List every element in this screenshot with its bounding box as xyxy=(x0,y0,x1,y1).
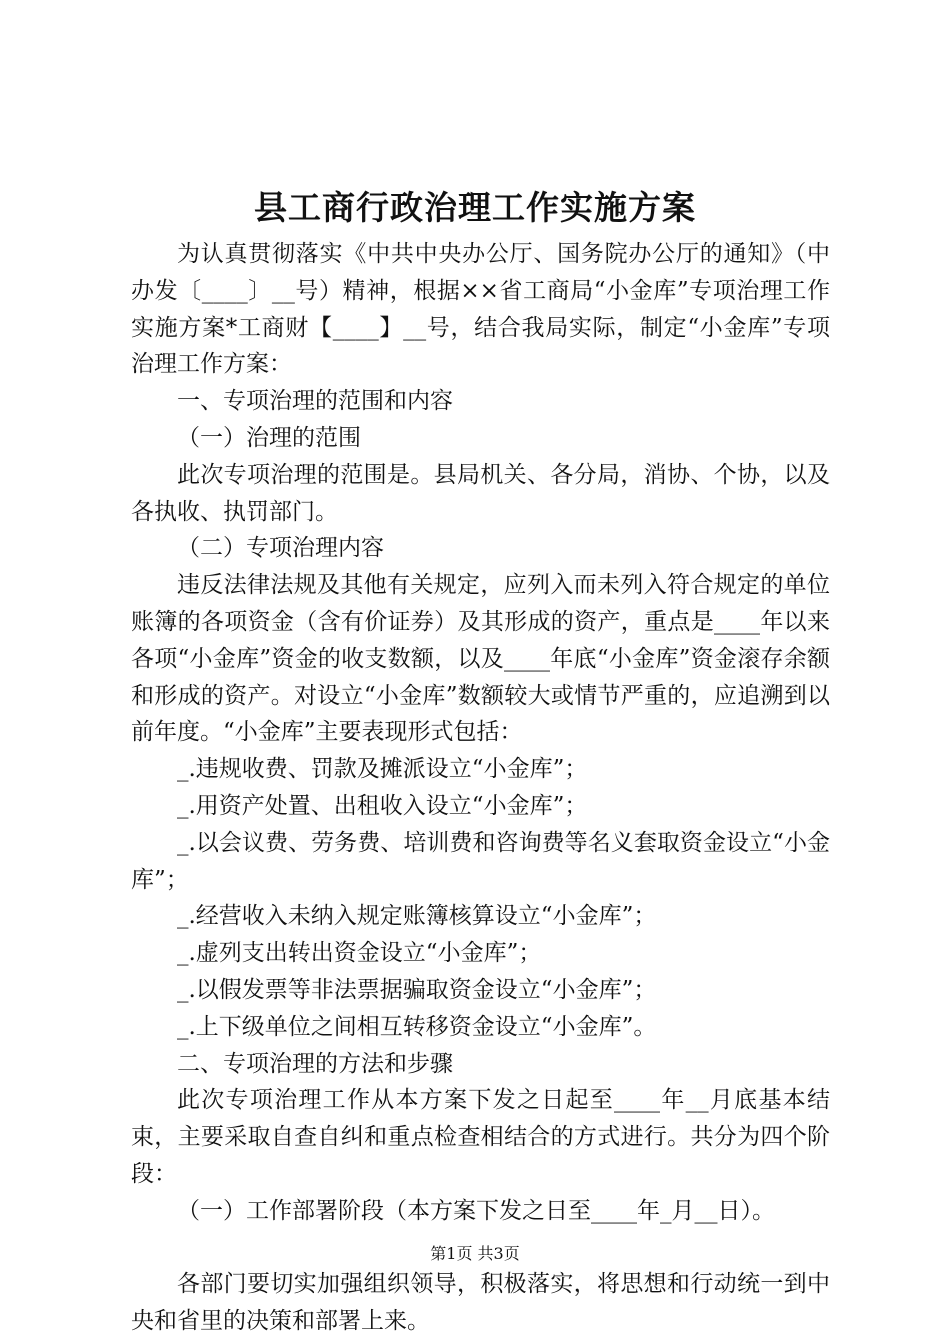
section-heading-2: 二、专项治理的方法和步骤 xyxy=(177,1050,453,1077)
document-body xyxy=(131,236,830,1340)
method-paragraph: 此次专项治理工作从本方案下发之日起至____年__月底基本结束，主要采取自查自纠和重点检查相结合的方式进行。共分为四个阶段： xyxy=(131,1087,830,1187)
intro-paragraph: 为认真贯彻落实《中共中央办公厅、国务院办公厅的通知》（中办发〔____〕__号）精神，根据××省工商局“小金库”专项治理工作实施方案*工商财【____】__号，结合我局实际，制定“小金库”专项治理工作方案： xyxy=(131,241,830,378)
list-item: _.违规收费、罚款及摊派设立“小金库”； xyxy=(177,756,588,783)
list-item: _.经营收入未纳入规定账簿核算设立“小金库”； xyxy=(177,903,657,930)
subsection-heading-scope: （一）治理的范围 xyxy=(177,424,361,451)
section-heading-1: 一、专项治理的范围和内容 xyxy=(177,388,453,415)
page-footer: 第1页 共3页 xyxy=(430,1244,520,1263)
list-item: _.以会议费、劳务费、培训费和咨询费等名义套取资金设立“小金库”； xyxy=(131,829,830,893)
content-paragraph: 违反法律法规及其他有关规定，应列入而未列入符合规定的单位账簿的各项资金（含有价证券）及其形成的资产，重点是____年以来各项“小金库”资金的收支数额，以及____年底“小金库”资金滚存余额和形成的资产。对设立“小金库”数额较大或情节严重的，应追溯到以前年度。“小金库”主要表现形式包括： xyxy=(131,572,830,746)
scope-paragraph: 此次专项治理的范围是。县局机关、各分局，消协、个协，以及各执收、执罚部门。 xyxy=(131,461,830,525)
list-item: _.上下级单位之间相互转移资金设立“小金库”。 xyxy=(177,1013,657,1040)
closing-paragraph: 各部门要切实加强组织领导，积极落实，将思想和行动统一到中央和省里的决策和部署上来。 xyxy=(131,1271,830,1335)
list-item: _.虚列支出转出资金设立“小金库”； xyxy=(177,940,542,967)
list-item: _.以假发票等非法票据骗取资金设立“小金库”； xyxy=(177,976,657,1003)
subsection-heading-content: （二）专项治理内容 xyxy=(177,535,384,562)
stage-heading-1: （一）工作部署阶段（本方案下发之日至____年_月__日）。 xyxy=(177,1197,775,1224)
page-title: 县工商行政治理工作实施方案 xyxy=(254,188,696,227)
list-item: _.用资产处置、出租收入设立“小金库”； xyxy=(177,792,588,819)
